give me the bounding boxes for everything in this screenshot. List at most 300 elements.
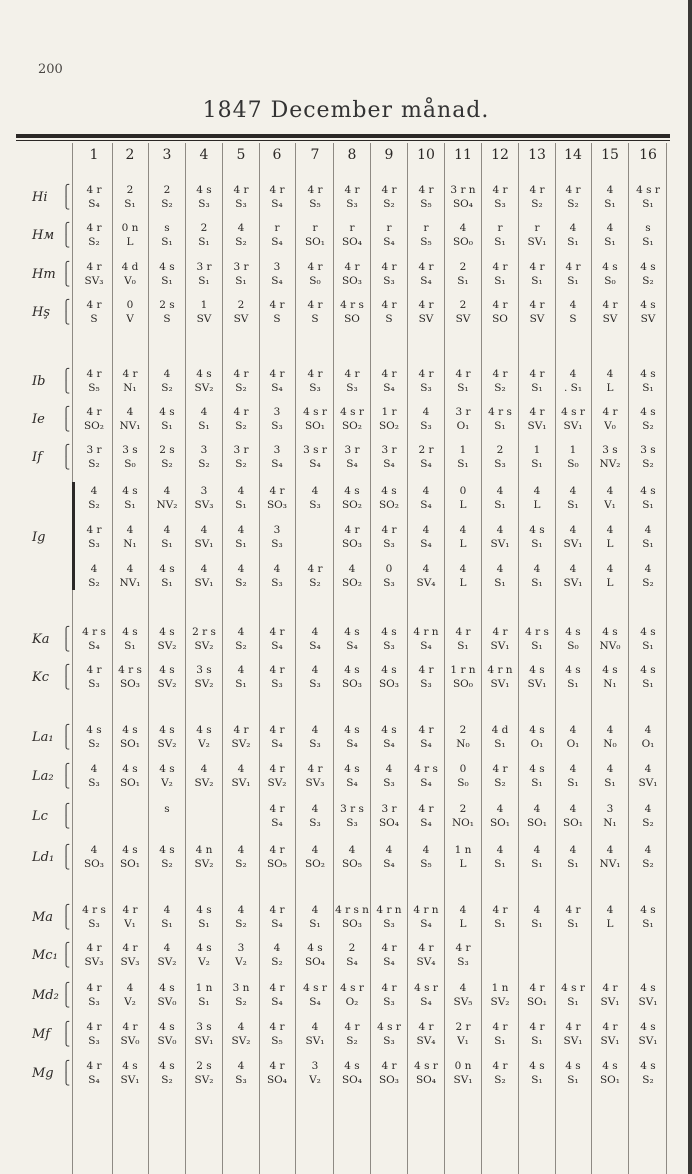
wind-value: S₄ xyxy=(420,996,432,1008)
cloud-value: 4 s xyxy=(529,524,545,536)
cloud-value: 4 xyxy=(569,524,577,536)
cloud-value: 4 r xyxy=(269,844,285,856)
wind-value: S₄ xyxy=(309,458,321,470)
observation-cell xyxy=(186,484,222,512)
cloud-value: 4 r s xyxy=(488,406,512,418)
observation-cell xyxy=(334,1020,370,1048)
observation-cell xyxy=(408,221,444,249)
day-header: 14 xyxy=(564,147,582,163)
row-label: Mc₁ xyxy=(32,948,58,963)
wind-value: SV₁ xyxy=(490,678,510,690)
wind-value: S₁ xyxy=(604,236,616,248)
wind-value: S₁ xyxy=(494,275,506,287)
observation-cell xyxy=(76,298,112,326)
observation-cell xyxy=(519,260,555,288)
observation-cell xyxy=(149,762,185,790)
observation-cell xyxy=(555,562,591,590)
cloud-value: 4 r xyxy=(269,763,285,775)
cloud-value: 3 r xyxy=(381,803,397,815)
observation-cell xyxy=(259,723,295,751)
observation-cell xyxy=(371,625,407,653)
observation-cell xyxy=(482,723,518,751)
observation-cell xyxy=(592,762,628,790)
wind-value: S₁ xyxy=(235,538,247,550)
observation-cell xyxy=(76,405,112,433)
wind-value: S₂ xyxy=(235,382,247,394)
cloud-value: 4 s xyxy=(344,724,360,736)
row-label: Hm xyxy=(32,267,56,282)
cloud-value: 4 r xyxy=(269,982,285,994)
cloud-value: 4 xyxy=(459,563,467,575)
cloud-value: 4 r xyxy=(418,664,434,676)
wind-value: S₁ xyxy=(531,1035,543,1047)
observation-cell xyxy=(482,1020,518,1048)
observation-cell xyxy=(76,843,112,871)
observation-cell xyxy=(186,562,222,590)
cloud-value: 1 xyxy=(459,444,467,456)
wind-value: S₂ xyxy=(161,458,173,470)
wind-value: S₃ xyxy=(235,1074,247,1086)
wind-value: S xyxy=(385,313,393,325)
observation-cell xyxy=(630,762,666,790)
row-brace: ⎧ ⎩ xyxy=(62,1060,71,1086)
wind-value: SV₃ xyxy=(305,777,325,789)
row-brace: ⎧ ⎩ xyxy=(62,724,71,750)
day-header: 8 xyxy=(347,147,357,163)
wind-value: SV₁ xyxy=(194,1035,214,1047)
observation-cell xyxy=(259,183,295,211)
day-header: 15 xyxy=(601,147,619,163)
wind-value: S₁ xyxy=(642,918,654,930)
row-brace: ⎧ ⎩ xyxy=(62,1021,71,1047)
cloud-value: 4 xyxy=(644,724,652,736)
observation-cell xyxy=(149,723,185,751)
cloud-value: r xyxy=(312,222,318,234)
cloud-value: 4 xyxy=(459,904,467,916)
cloud-value: 3 r xyxy=(196,261,212,273)
cloud-value: 2 s xyxy=(159,299,175,311)
observation-cell xyxy=(408,843,444,871)
row-brace: ⎧ ⎩ xyxy=(62,222,71,248)
cloud-value: 4 s xyxy=(640,904,656,916)
wind-value: S₄ xyxy=(420,640,432,652)
cloud-value: 4 r xyxy=(344,184,360,196)
wind-value: S₁ xyxy=(531,858,543,870)
wind-value: S₁ xyxy=(457,458,469,470)
observation-cell xyxy=(334,562,370,590)
observation-cell xyxy=(408,260,444,288)
cloud-value: 4 xyxy=(237,222,245,234)
wind-value: S₃ xyxy=(88,777,100,789)
observation-cell xyxy=(630,298,666,326)
cloud-value: 4 r xyxy=(381,261,397,273)
wind-value: S₁ xyxy=(494,236,506,248)
wind-value: S xyxy=(273,313,281,325)
cloud-value: 4 r s n xyxy=(335,904,369,916)
row-brace: ⎧ ⎩ xyxy=(62,406,71,432)
wind-value: S xyxy=(163,313,171,325)
observation-cell xyxy=(259,762,295,790)
cloud-value: 4 r xyxy=(529,982,545,994)
wind-value: S₄ xyxy=(346,640,358,652)
observation-cell xyxy=(223,1020,259,1048)
observation-cell xyxy=(371,562,407,590)
wind-value: SV₁ xyxy=(563,538,583,550)
cloud-value: 4 xyxy=(606,485,614,497)
cloud-value: 4 xyxy=(311,1021,319,1033)
observation-cell xyxy=(334,367,370,395)
cloud-value: 4 r n xyxy=(487,664,513,676)
observation-cell xyxy=(371,903,407,931)
wind-value: S₁ xyxy=(531,1074,543,1086)
wind-value: S₃ xyxy=(346,817,358,829)
observation-cell xyxy=(371,405,407,433)
observation-cell xyxy=(334,941,370,969)
wind-value: S₃ xyxy=(235,198,247,210)
cloud-value: 4 r s xyxy=(340,299,364,311)
row-label: Ma xyxy=(32,910,54,925)
observation-cell xyxy=(408,903,444,931)
cloud-value: 0 n xyxy=(121,222,139,234)
wind-value: S₂ xyxy=(642,458,654,470)
wind-value: SV₂ xyxy=(194,1074,214,1086)
wind-value: V₂ xyxy=(198,738,210,750)
wind-value: S₁ xyxy=(642,678,654,690)
cloud-value: 4 s xyxy=(640,485,656,497)
observation-cell xyxy=(482,981,518,1009)
cloud-value: 4 s xyxy=(529,1060,545,1072)
wind-value: L xyxy=(459,577,467,589)
observation-cell xyxy=(112,723,148,751)
cloud-value: 2 r xyxy=(418,444,434,456)
day-header: 5 xyxy=(236,147,246,163)
wind-value: S₂ xyxy=(642,420,654,432)
wind-value: SV₁ xyxy=(453,1074,473,1086)
observation-cell xyxy=(334,1059,370,1087)
wind-value: SO₂ xyxy=(341,420,362,432)
cloud-value: 4 r xyxy=(233,368,249,380)
wind-value: S₂ xyxy=(494,777,506,789)
observation-cell xyxy=(76,443,112,471)
cloud-value: 4 r xyxy=(307,299,323,311)
observation-cell xyxy=(482,1059,518,1087)
wind-value: S₁ xyxy=(642,640,654,652)
observation-cell xyxy=(223,443,259,471)
cloud-value: 3 s xyxy=(196,664,212,676)
observation-cell xyxy=(519,443,555,471)
cloud-value: 4 r xyxy=(269,299,285,311)
cloud-value: 1 n xyxy=(195,982,213,994)
wind-value: NV₁ xyxy=(599,858,621,870)
cloud-value: 1 r n xyxy=(450,664,476,676)
wind-value: S₁ xyxy=(604,777,616,789)
cloud-value: 4 s xyxy=(602,1060,618,1072)
observation-cell xyxy=(445,523,481,551)
observation-cell xyxy=(223,523,259,551)
column-rule xyxy=(666,143,667,1174)
wind-value: S₁ xyxy=(124,499,136,511)
cloud-value: 4 xyxy=(644,803,652,815)
observation-cell xyxy=(555,367,591,395)
observation-cell xyxy=(223,903,259,931)
cloud-value: 4 r xyxy=(122,942,138,954)
cloud-value: 4 xyxy=(163,942,171,954)
wind-value: SV₁ xyxy=(527,236,547,248)
wind-value: SV₄ xyxy=(416,577,436,589)
wind-value: SV₃ xyxy=(120,956,140,968)
observation-cell xyxy=(223,723,259,751)
wind-value: S xyxy=(569,313,577,325)
cloud-value: 4 s xyxy=(159,1060,175,1072)
cloud-value: 4 s xyxy=(159,982,175,994)
cloud-value: 4 s xyxy=(122,626,138,638)
wind-value: S₁ xyxy=(642,538,654,550)
observation-cell xyxy=(186,981,222,1009)
observation-cell xyxy=(112,625,148,653)
cloud-value: 4 s xyxy=(640,406,656,418)
observation-cell xyxy=(297,1020,333,1048)
wind-value: SV₁ xyxy=(563,420,583,432)
cloud-value: 4 xyxy=(569,844,577,856)
wind-value: S₃ xyxy=(271,538,283,550)
observation-cell xyxy=(112,843,148,871)
observation-cell xyxy=(149,625,185,653)
observation-cell xyxy=(592,260,628,288)
wind-value: S₂ xyxy=(161,382,173,394)
wind-value: N₁ xyxy=(123,382,137,394)
observation-cell xyxy=(76,723,112,751)
cloud-value: 4 r xyxy=(307,763,323,775)
cloud-value: 4 xyxy=(422,524,430,536)
wind-value: SO₄ xyxy=(378,817,399,829)
cloud-value: 4 r xyxy=(86,524,102,536)
row-brace: ⎧ ⎩ xyxy=(62,844,71,870)
wind-value: NV₀ xyxy=(599,640,621,652)
wind-value: S₄ xyxy=(271,275,283,287)
observation-cell xyxy=(186,903,222,931)
wind-value: SV₁ xyxy=(231,777,251,789)
cloud-value: 4 xyxy=(459,524,467,536)
observation-cell xyxy=(445,802,481,830)
cloud-value: 4 s xyxy=(159,724,175,736)
wind-value: S₄ xyxy=(88,640,100,652)
cloud-value: 4 r xyxy=(344,524,360,536)
observation-cell xyxy=(371,183,407,211)
wind-value: N₀ xyxy=(456,738,470,750)
cloud-value: 4 r xyxy=(86,261,102,273)
cloud-value: 4 xyxy=(385,763,393,775)
observation-cell xyxy=(555,298,591,326)
cloud-value: r xyxy=(497,222,503,234)
cloud-value: 4 xyxy=(644,844,652,856)
cloud-value: 4 s xyxy=(159,563,175,575)
wind-value: S₃ xyxy=(494,458,506,470)
cloud-value: 4 r xyxy=(269,1021,285,1033)
wind-value: S₄ xyxy=(271,640,283,652)
wind-value: V₂ xyxy=(124,996,136,1008)
wind-value: S₁ xyxy=(235,499,247,511)
wind-value: S₁ xyxy=(235,678,247,690)
observation-cell xyxy=(371,663,407,691)
wind-value: SV₁ xyxy=(490,538,510,550)
wind-value: V₂ xyxy=(161,777,173,789)
observation-cell xyxy=(408,405,444,433)
cloud-value: 4 r xyxy=(269,626,285,638)
cloud-value: s xyxy=(164,803,170,815)
wind-value: SO₅ xyxy=(341,858,362,870)
cloud-value: 4 xyxy=(90,844,98,856)
wind-value: SO₀ xyxy=(452,236,473,248)
cloud-value: 4 r xyxy=(269,368,285,380)
observation-cell xyxy=(186,405,222,433)
wind-value: S₃ xyxy=(88,678,100,690)
wind-value: S₃ xyxy=(383,918,395,930)
observation-cell xyxy=(112,941,148,969)
observation-cell xyxy=(186,843,222,871)
cloud-value: r xyxy=(534,222,540,234)
observation-cell xyxy=(149,1059,185,1087)
wind-value: SO₁ xyxy=(526,817,547,829)
observation-cell xyxy=(297,1059,333,1087)
observation-cell xyxy=(112,523,148,551)
cloud-value: 4 s xyxy=(602,626,618,638)
cloud-value: 4 xyxy=(569,299,577,311)
cloud-value: 4 r xyxy=(86,1060,102,1072)
cloud-value: 4 r xyxy=(418,724,434,736)
observation-cell xyxy=(186,298,222,326)
cloud-value: 3 r xyxy=(233,444,249,456)
cloud-value: 4 xyxy=(163,485,171,497)
observation-cell xyxy=(76,1059,112,1087)
cloud-value: 4 s xyxy=(640,299,656,311)
observation-cell xyxy=(408,723,444,751)
observation-cell xyxy=(482,802,518,830)
observation-cell xyxy=(445,405,481,433)
wind-value: S₁ xyxy=(642,198,654,210)
wind-value: S₃ xyxy=(309,382,321,394)
observation-cell xyxy=(519,562,555,590)
observation-cell xyxy=(186,260,222,288)
cloud-value: 4 s r xyxy=(303,406,327,418)
cloud-value: 4 xyxy=(496,844,504,856)
wind-value: SV₃ xyxy=(84,275,104,287)
observation-cell xyxy=(371,221,407,249)
wind-value: SO₁ xyxy=(304,420,325,432)
cloud-value: 4 r xyxy=(86,406,102,418)
observation-cell xyxy=(519,221,555,249)
cloud-value: 4 xyxy=(569,803,577,815)
cloud-value: 3 s xyxy=(122,444,138,456)
observation-cell xyxy=(334,484,370,512)
cloud-value: 1 r xyxy=(381,406,397,418)
cloud-value: 4 r xyxy=(492,184,508,196)
wind-value: S₄ xyxy=(271,236,283,248)
cloud-value: 4 s xyxy=(381,626,397,638)
cloud-value: 4 s r xyxy=(340,406,364,418)
cloud-value: 4 r xyxy=(307,184,323,196)
cloud-value: 3 xyxy=(273,444,281,456)
cloud-value: r xyxy=(423,222,429,234)
observation-cell xyxy=(259,625,295,653)
cloud-value: 2 s xyxy=(196,1060,212,1072)
cloud-value: 4 r xyxy=(418,184,434,196)
wind-value: S₄ xyxy=(271,996,283,1008)
cloud-value: 4 r xyxy=(86,664,102,676)
cloud-value: s xyxy=(645,222,651,234)
wind-value: SV₂ xyxy=(194,382,214,394)
observation-cell xyxy=(334,183,370,211)
wind-value: S₁ xyxy=(235,275,247,287)
cloud-value: 4 xyxy=(200,563,208,575)
observation-cell xyxy=(555,663,591,691)
wind-value: S₁ xyxy=(161,538,173,550)
cloud-value: 4 r xyxy=(565,1021,581,1033)
wind-value: SO₁ xyxy=(526,996,547,1008)
cloud-value: 4 xyxy=(496,803,504,815)
wind-value: SO xyxy=(492,313,508,325)
observation-cell xyxy=(186,523,222,551)
observation-cell xyxy=(592,1059,628,1087)
wind-value: S₄ xyxy=(271,817,283,829)
cloud-value: 4 xyxy=(311,626,319,638)
observation-cell xyxy=(592,663,628,691)
cloud-value: 4 xyxy=(606,524,614,536)
cloud-value: 4 xyxy=(606,222,614,234)
wind-value: V₂ xyxy=(198,956,210,968)
observation-cell xyxy=(76,903,112,931)
observation-cell xyxy=(519,1059,555,1087)
cloud-value: 4 s xyxy=(344,485,360,497)
cloud-value: 4 s r xyxy=(340,982,364,994)
cloud-value: 4 s xyxy=(159,1021,175,1033)
cloud-value: 2 xyxy=(459,299,467,311)
observation-cell xyxy=(519,484,555,512)
wind-value: SO₄ xyxy=(452,198,473,210)
wind-value: S₁ xyxy=(531,458,543,470)
observation-cell xyxy=(445,762,481,790)
observation-cell xyxy=(297,762,333,790)
wind-value: S₁ xyxy=(161,918,173,930)
cloud-value: 4 r xyxy=(492,1021,508,1033)
wind-value: S₂ xyxy=(494,1074,506,1086)
observation-cell xyxy=(630,260,666,288)
observation-cell xyxy=(555,903,591,931)
observation-cell xyxy=(482,183,518,211)
cloud-value: 4 xyxy=(606,184,614,196)
observation-cell xyxy=(186,723,222,751)
observation-cell xyxy=(482,903,518,931)
observation-cell xyxy=(445,562,481,590)
cloud-value: 4 r xyxy=(529,261,545,273)
wind-value: S₂ xyxy=(235,858,247,870)
observation-cell xyxy=(334,221,370,249)
observation-cell xyxy=(259,843,295,871)
wind-value: S₂ xyxy=(271,956,283,968)
wind-value: S₁ xyxy=(567,1074,579,1086)
observation-cell xyxy=(519,183,555,211)
day-header: 13 xyxy=(528,147,546,163)
observation-cell xyxy=(445,903,481,931)
cloud-value: 4 s xyxy=(196,368,212,380)
cloud-value: 4 xyxy=(533,563,541,575)
observation-cell xyxy=(592,562,628,590)
wind-value: S₄ xyxy=(383,382,395,394)
cloud-value: 4 r xyxy=(86,222,102,234)
observation-cell xyxy=(445,981,481,1009)
row-label: Ld₁ xyxy=(32,850,55,865)
cloud-value: 4 r xyxy=(602,299,618,311)
cloud-value: 1 n xyxy=(454,844,472,856)
